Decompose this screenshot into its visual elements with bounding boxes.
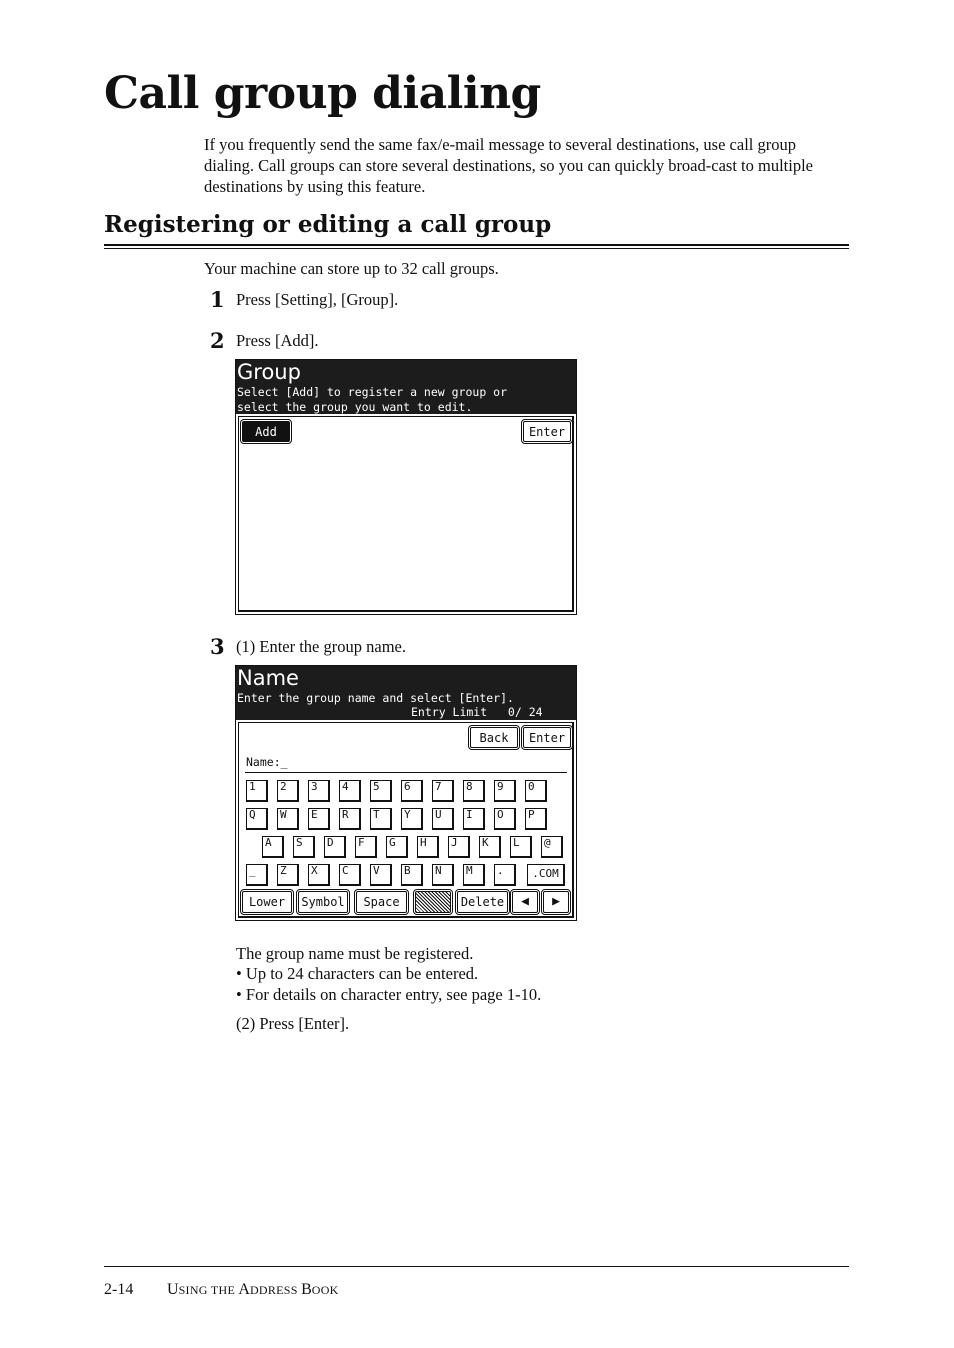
key-r[interactable]: R <box>339 808 361 830</box>
step-text-2: Press [Add]. <box>236 331 319 350</box>
key-d[interactable]: D <box>324 836 346 858</box>
group-screen-header <box>236 360 576 414</box>
key-1[interactable]: 1 <box>246 780 268 802</box>
intro-paragraph: If you frequently send the same fax/e-mail message to several destinations, use call group dialing. Call groups can store several destinations, so you can quickly broad-cast to multiple destinations by using this feature. <box>204 135 813 196</box>
key-n[interactable]: N <box>432 864 454 886</box>
key-c[interactable]: C <box>339 864 361 886</box>
name-entry-area <box>238 722 574 918</box>
key-k[interactable]: K <box>479 836 501 858</box>
note-bullet-1: • Up to 24 characters can be entered. <box>236 964 479 983</box>
key-8[interactable]: 8 <box>463 780 485 802</box>
section-lead: Your machine can store up to 32 call groups. <box>204 259 499 278</box>
note-step-2: (2) Press [Enter]. <box>236 1014 350 1033</box>
step-number-1: 1 <box>210 287 225 312</box>
group-screen-message-line1: Select [Add] to register a new group or <box>237 385 508 399</box>
name-screen-header <box>236 666 576 720</box>
step-text-3: (1) Enter the group name. <box>236 637 406 656</box>
key-period[interactable]: . <box>494 864 516 886</box>
text-cursor: _ <box>280 755 288 769</box>
key-f[interactable]: F <box>355 836 377 858</box>
key-at[interactable]: @ <box>541 836 563 858</box>
key-i[interactable]: I <box>463 808 485 830</box>
step-text-1: Press [Setting], [Group]. <box>236 290 399 309</box>
key-z[interactable]: Z <box>277 864 299 886</box>
step-number-3: 3 <box>210 634 225 659</box>
key-u[interactable]: U <box>432 808 454 830</box>
entry-limit-counter: Entry Limit 0/ 24 <box>411 705 543 719</box>
key-h[interactable]: H <box>417 836 439 858</box>
add-button[interactable]: Add <box>242 421 290 442</box>
disabled-key[interactable] <box>415 891 451 913</box>
key-v[interactable]: V <box>370 864 392 886</box>
key-w[interactable]: W <box>277 808 299 830</box>
left-arrow-icon[interactable]: ◀ <box>512 891 538 913</box>
key-3[interactable]: 3 <box>308 780 330 802</box>
group-list-area <box>238 416 574 612</box>
key-b[interactable]: B <box>401 864 423 886</box>
key-x[interactable]: X <box>308 864 330 886</box>
section-heading: Registering or editing a call group <box>104 211 552 238</box>
key-4[interactable]: 4 <box>339 780 361 802</box>
note-bullet-2: • For details on character entry, see page 1-10. <box>236 985 542 1004</box>
section-rule-thick <box>104 244 849 246</box>
footer-section-title: USING THE ADDRESS BOOK <box>167 1281 339 1298</box>
key-dotcom[interactable]: .COM <box>527 864 565 886</box>
key-6[interactable]: 6 <box>401 780 423 802</box>
key-e[interactable]: E <box>308 808 330 830</box>
key-t[interactable]: T <box>370 808 392 830</box>
enter-button[interactable]: Enter <box>523 727 571 748</box>
key-7[interactable]: 7 <box>432 780 454 802</box>
key-o[interactable]: O <box>494 808 516 830</box>
name-field-underline <box>245 772 567 773</box>
name-field-label: Name: <box>246 755 281 769</box>
footer-rule <box>104 1266 849 1267</box>
name-screen-title: Name <box>237 666 299 690</box>
symbol-button[interactable]: Symbol <box>298 891 348 913</box>
footer-page-number: 2-14 <box>104 1281 134 1298</box>
note-main: The group name must be registered. <box>236 944 474 963</box>
group-screen-title: Group <box>237 360 301 384</box>
name-field[interactable] <box>246 755 288 769</box>
key-underscore[interactable]: _ <box>246 864 268 886</box>
space-button[interactable]: Space <box>356 891 407 913</box>
key-j[interactable]: J <box>448 836 470 858</box>
right-arrow-icon[interactable]: ▶ <box>543 891 569 913</box>
key-q[interactable]: Q <box>246 808 268 830</box>
step-number-2: 2 <box>210 328 225 353</box>
delete-button[interactable]: Delete <box>457 891 508 913</box>
key-5[interactable]: 5 <box>370 780 392 802</box>
group-screen-message-line2: select the group you want to edit. <box>237 400 473 414</box>
key-9[interactable]: 9 <box>494 780 516 802</box>
back-button[interactable]: Back <box>470 727 518 748</box>
key-l[interactable]: L <box>510 836 532 858</box>
key-s[interactable]: S <box>293 836 315 858</box>
key-0[interactable]: 0 <box>525 780 547 802</box>
enter-button[interactable]: Enter <box>523 421 571 442</box>
page-title: Call group dialing <box>104 68 541 119</box>
key-a[interactable]: A <box>262 836 284 858</box>
name-screen <box>235 665 577 921</box>
section-rule-thin <box>104 248 849 249</box>
lower-button[interactable]: Lower <box>242 891 292 913</box>
key-m[interactable]: M <box>463 864 485 886</box>
name-screen-message: Enter the group name and select [Enter]. <box>237 691 514 705</box>
key-p[interactable]: P <box>525 808 547 830</box>
key-g[interactable]: G <box>386 836 408 858</box>
group-screen <box>235 359 577 615</box>
key-2[interactable]: 2 <box>277 780 299 802</box>
key-y[interactable]: Y <box>401 808 423 830</box>
